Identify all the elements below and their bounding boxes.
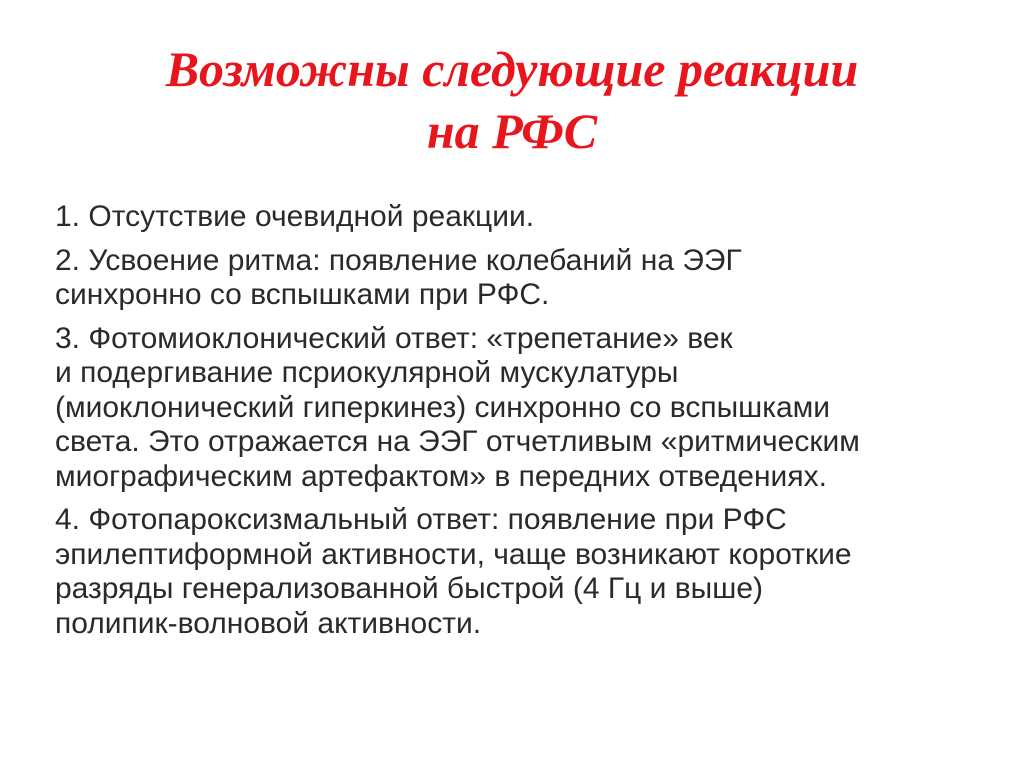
list-item-2 (55, 244, 985, 313)
item-3-line-2: и подергивание псриокулярной мускулатуры (55, 356, 679, 389)
item-3-line-3: (миоклонический гиперкинез) синхронно со вспышками (55, 390, 831, 424)
item-2-line-2: синхронно со вспышками при РФС. (55, 278, 550, 311)
item-3-line-5: миографическим артефактом» в передних отведениях. (55, 459, 827, 493)
list-item-4 (55, 503, 985, 641)
item-1-line-1: 1. Отсутствие очевидной реакции. (55, 200, 535, 233)
list-item-3 (55, 322, 985, 495)
title-line-2: на РФС (426, 103, 598, 159)
item-4-line-3: разряды генерализованной быстрой (4 Гц и выше) (55, 572, 763, 605)
reaction-list (55, 200, 985, 650)
item-3-line-1: 3. Фотомиоклонический ответ: «трепетание» век (55, 321, 733, 355)
item-2-line-1: 2. Усвоение ритма: появление колебаний на ЭЭГ (55, 243, 742, 277)
slide-title (0, 38, 1024, 162)
list-item-1 (55, 200, 985, 235)
title-line-1: Возможны следующие реакции (165, 41, 859, 97)
item-4-line-4: полипик-волновой активности. (55, 606, 482, 640)
item-4-line-2: эпилептиформной активности, чаще возникают короткие (55, 537, 852, 571)
item-4-line-1: 4. Фотопароксизмальный ответ: появление при РФС (55, 503, 787, 536)
item-3-line-4: света. Это отражается на ЭЭГ отчетливым «ритмическим (55, 425, 860, 458)
